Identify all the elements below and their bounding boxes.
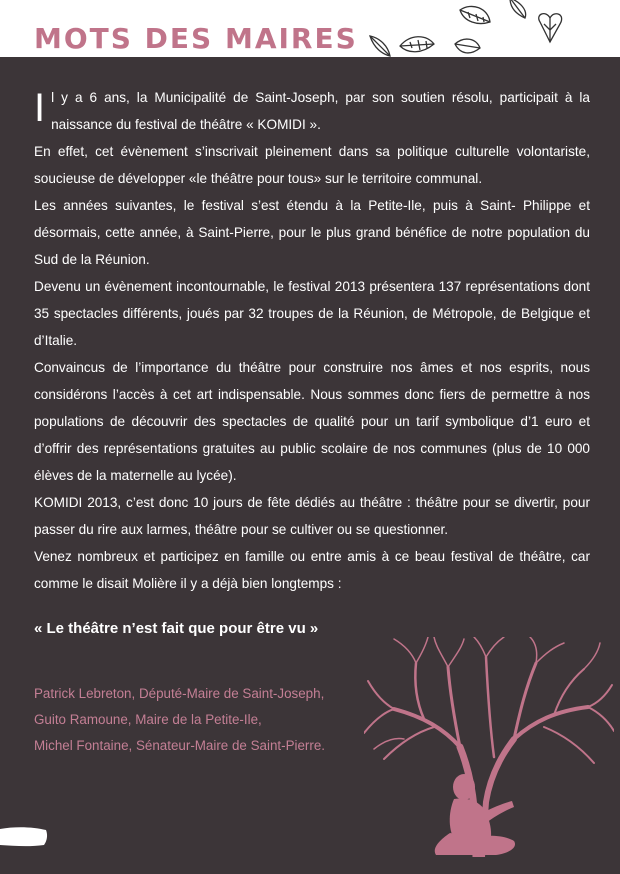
paragraph-4: Devenu un évènement incontournable, le festival 2013 présentera 137 représentations dont 35 spectacles différents, joués par 32 troupes de la Réunion, de Métropole, de Belgique et d’Italie.: [34, 279, 590, 348]
paragraph-3: Les années suivantes, le festival s’est étendu à la Petite-Ile, puis à Saint- Philippe et désormais, cette année, à Saint-Pierre, pour le plus grand bénéfice de notre population du Sud de la Réunion.: [34, 198, 590, 267]
leaves-decoration-icon: [360, 0, 620, 57]
moliere-quote: « Le théâtre n’est fait que pour être vu »: [34, 620, 319, 637]
paragraph-7: Venez nombreux et participez en famille ou entre amis à ce beau festival de théâtre, car comme le disait Molière il y a déjà bien longtemps :: [34, 549, 590, 591]
header: [0, 0, 620, 57]
paragraph-1: [34, 84, 590, 138]
signature-line: Guito Ramoune, Maire de la Petite-Ile,: [34, 712, 262, 727]
signature-line: Michel Fontaine, Sénateur-Maire de Saint-Pierre.: [34, 738, 326, 753]
signature-line: Patrick Lebreton, Député-Maire de Saint-Joseph,: [34, 686, 325, 701]
page-title: MOTS DES MAIRES: [34, 22, 358, 55]
dropcap: I: [34, 86, 46, 130]
body-text: [34, 84, 590, 597]
signatures: [34, 681, 325, 759]
tree-figure-illustration-icon: [364, 637, 614, 857]
page-number: 2: [33, 835, 40, 847]
paragraph-6: KOMIDI 2013, c’est donc 10 jours de fête dédiés au théâtre : théâtre pour se divertir, pour passer du rire aux larmes, théâtre pour se cultiver ou se questionner.: [34, 495, 590, 537]
paragraph-5: Convaincus de l’importance du théâtre pour construire nos âmes et nos esprits, nous considérons l’accès à cet art indispensable. Nous sommes donc fiers de permettre à nos populations de découvrir des spectacles de qualité pour un tarif symbolique d’1 euro et d’offrir des représentations gratuites au public scolaire de nos communes (plus de 10 000 élèves de la maternelle au lycée).: [34, 360, 590, 483]
paragraph-1-text: l y a 6 ans, la Municipalité de Saint-Joseph, par son soutien résolu, participait à la naissance du festival de théâtre « KOMIDI ».: [51, 90, 590, 132]
main-content: [0, 57, 620, 874]
page-tab-shape: [0, 827, 48, 847]
paragraph-2: En effet, cet évènement s’inscrivait pleinement dans sa politique culturelle volontariste, soucieuse de développer «le théâtre pour tous» sur le territoire communal.: [34, 144, 590, 186]
